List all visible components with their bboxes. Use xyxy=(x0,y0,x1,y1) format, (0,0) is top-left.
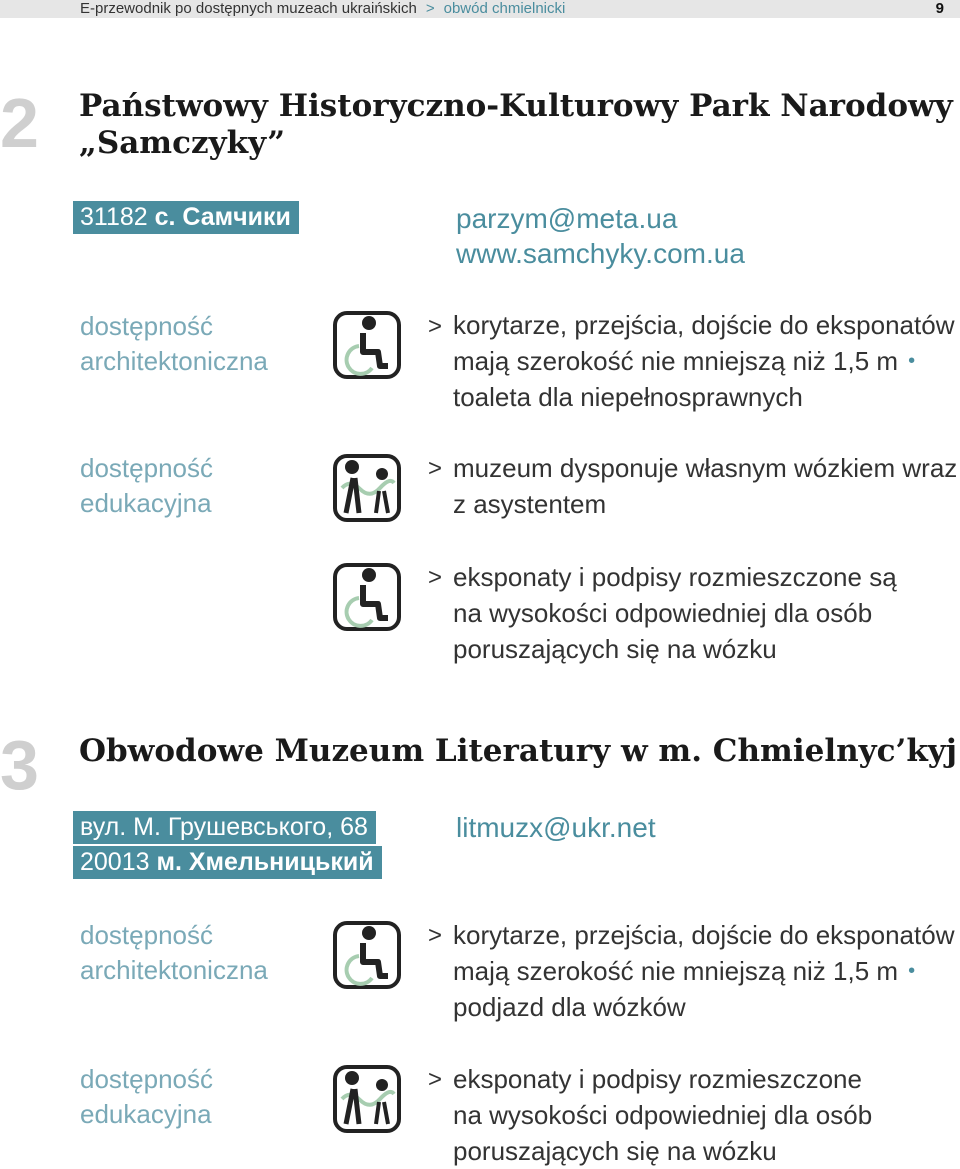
wheelchair-icon xyxy=(332,562,402,632)
email-link[interactable]: litmuzx@ukr.net xyxy=(456,812,656,843)
museum-title xyxy=(79,88,953,162)
label-architectural-accessibility xyxy=(80,309,268,379)
locality: с. Самчики xyxy=(154,203,291,231)
label-educational-accessibility xyxy=(80,451,213,521)
accessibility-item xyxy=(453,1061,872,1169)
wheelchair-icon xyxy=(332,920,402,990)
chevron-icon: > xyxy=(428,564,443,591)
page-number: 9 xyxy=(935,0,944,17)
accessibility-item xyxy=(453,559,897,667)
breadcrumb xyxy=(80,0,565,17)
address-badge xyxy=(73,201,299,234)
label-line: edukacyjna xyxy=(80,1099,212,1129)
accessibility-item xyxy=(453,917,954,1025)
museum-number: 3 xyxy=(0,726,39,804)
email-link[interactable]: parzym@meta.ua xyxy=(456,203,678,234)
label-line: dostępność xyxy=(80,920,213,950)
item-line: muzeum dysponuje własnym wózkiem wraz xyxy=(453,453,958,483)
museum-title xyxy=(79,733,957,770)
label-line: edukacyjna xyxy=(80,488,212,518)
assistant-icon xyxy=(332,453,402,523)
contact-block xyxy=(456,201,745,271)
bullet-icon: • xyxy=(908,960,916,982)
item-line: poruszających się na wózku xyxy=(453,1136,777,1166)
address-badge xyxy=(73,846,382,879)
breadcrumb-guide[interactable]: E-przewodnik po dostępnych muzeach ukraińskich xyxy=(80,0,417,17)
accessibility-item xyxy=(453,307,954,415)
item-line: na wysokości odpowiedniej dla osób xyxy=(453,598,873,628)
museum-title-line: Obwodowe Muzeum Literatury w m. Chmielnyc’kyj xyxy=(79,733,958,769)
item-line: podjazd dla wózków xyxy=(453,992,686,1022)
chevron-icon: > xyxy=(428,1066,443,1093)
label-line: architektoniczna xyxy=(80,346,268,376)
postal-code: 20013 xyxy=(80,848,157,876)
accessibility-item xyxy=(453,450,957,522)
museum-number: 2 xyxy=(0,84,39,162)
item-line: mają szerokość nie mniejszą niż 1,5 m • xyxy=(453,346,916,376)
contact-block xyxy=(456,810,656,845)
address-badge: вул. М. Грушевського, 68 xyxy=(73,811,376,844)
locality: м. Хмельницький xyxy=(156,848,374,876)
item-line: eksponaty i podpisy rozmieszczone są xyxy=(453,562,897,592)
assistant-icon xyxy=(332,1064,402,1134)
label-architectural-accessibility xyxy=(80,918,268,988)
website-link[interactable]: www.samchyky.com.ua xyxy=(456,238,745,269)
chevron-icon: > xyxy=(428,455,443,482)
breadcrumb-separator: > xyxy=(425,0,435,17)
label-line: dostępność xyxy=(80,1064,213,1094)
item-line: mają szerokość nie mniejszą niż 1,5 m • xyxy=(453,956,916,986)
item-line: z asystentem xyxy=(453,489,607,519)
postal-code: 31182 xyxy=(80,203,155,231)
item-line: toaleta dla niepełnosprawnych xyxy=(453,382,803,412)
museum-title-line: „Samczyky” xyxy=(79,125,286,161)
bullet-icon: • xyxy=(908,350,916,372)
label-line: dostępność xyxy=(80,311,213,341)
item-line: eksponaty i podpisy rozmieszczone xyxy=(453,1064,862,1094)
label-line: architektoniczna xyxy=(80,955,268,985)
breadcrumb-region[interactable]: obwód chmielnicki xyxy=(443,0,566,17)
item-line: korytarze, przejścia, dojście do eksponatów xyxy=(453,920,955,950)
wheelchair-icon xyxy=(332,310,402,380)
item-line: poruszających się na wózku xyxy=(453,634,777,664)
item-line: korytarze, przejścia, dojście do eksponatów xyxy=(453,310,955,340)
item-line: na wysokości odpowiedniej dla osób xyxy=(453,1100,873,1130)
chevron-icon: > xyxy=(428,922,443,949)
chevron-icon: > xyxy=(428,313,443,340)
label-line: dostępność xyxy=(80,453,213,483)
label-educational-accessibility xyxy=(80,1062,213,1132)
museum-title-line: Państwowy Historyczno-Kulturowy Park Narodowy xyxy=(79,88,953,124)
